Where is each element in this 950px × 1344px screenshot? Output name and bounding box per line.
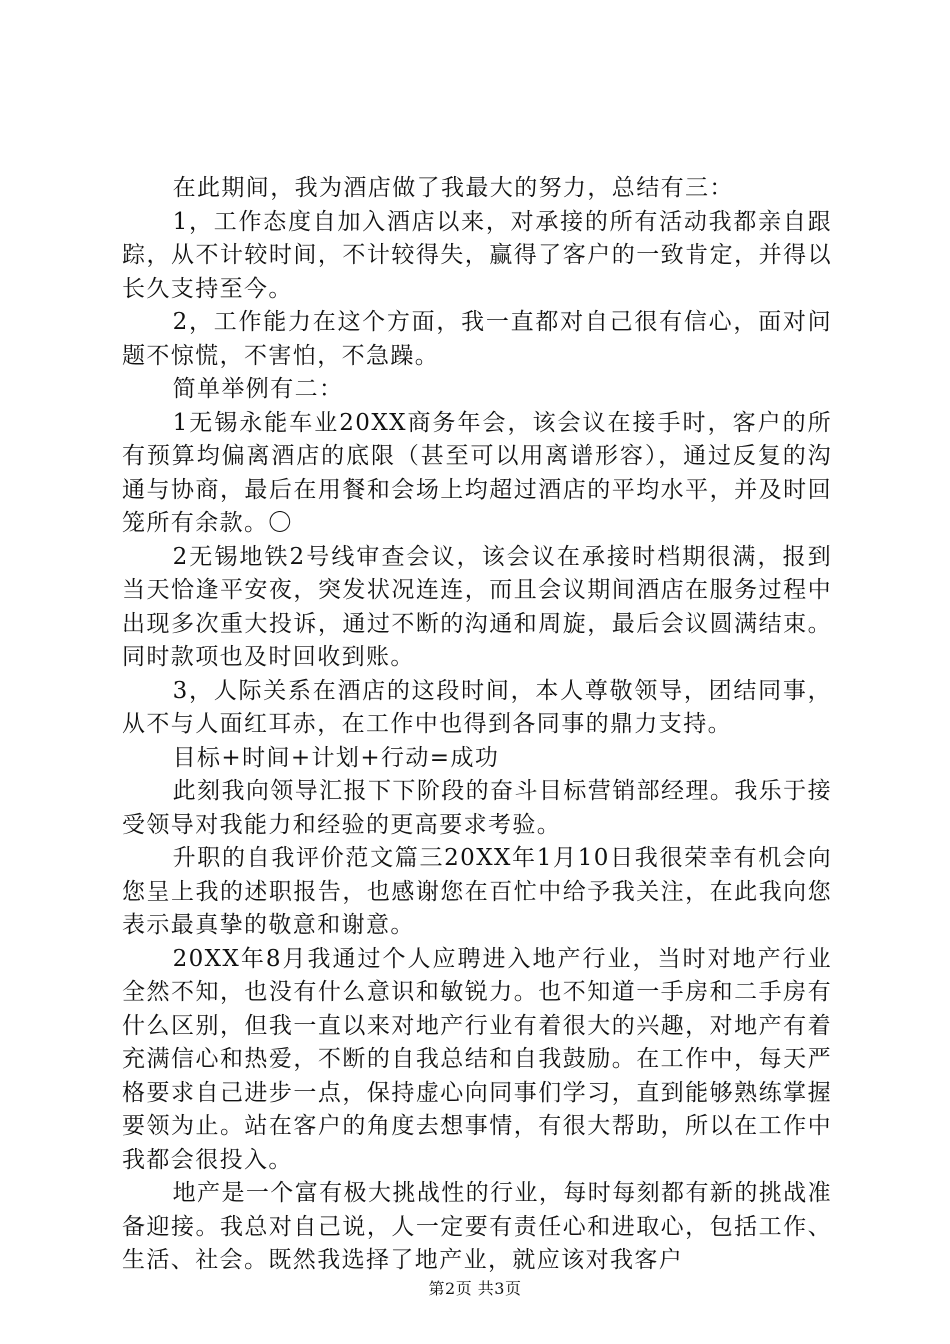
paragraph-goal: 此刻我向领导汇报下下阶段的奋斗目标营销部经理。我乐于接受领导对我能力和经验的更高要求考验。 bbox=[122, 778, 832, 838]
paragraph-formula: 目标+时间+计划+行动=成功 bbox=[172, 744, 500, 771]
paragraph-example-one: 1无锡永能车业20XX商务年会，该会议在接手时，客户的所有预算均偏离酒店的底限（甚至可以用离谱形容），通过反复的沟通与协商，最后在用餐和会场上均超过酒店的平均水平，并及时回笼所有余款。〇 bbox=[122, 409, 832, 536]
paragraph-relationships: 3，人际关系在酒店的这段时间，本人尊敬领导，团结同事，从不与人面红耳赤，在工作中也得到各同事的鼎力支持。 bbox=[122, 677, 832, 737]
page-number-footer: 第2页 共3页 bbox=[428, 1279, 522, 1298]
paragraph-summary-intro: 在此期间，我为酒店做了我最大的努力，总结有三： bbox=[172, 175, 734, 201]
paragraph-work-ability: 2，工作能力在这个方面，我一直都对自己很有信心，面对问题不惊慌，不害怕，不急躁。 bbox=[122, 309, 832, 369]
paragraph-promotion-intro: 升职的自我评价范文篇三20XX年1月10日我很荣幸有机会向您呈上我的述职报告，也感谢您在百忙中给予我关注，在此我向您表示最真挚的敬意和谢意。 bbox=[122, 845, 832, 938]
document-body bbox=[122, 172, 832, 1278]
paragraph-work-attitude: 1，工作态度自加入酒店以来，对承接的所有活动我都亲自跟踪，从不计较时间，不计较得失，赢得了客户的一致肯定，并得以长久支持至今。 bbox=[122, 208, 832, 302]
paragraph-real-estate-challenge: 地产是一个富有极大挑战性的行业，每时每刻都有新的挑战准备迎接。我总对自己说，人一定要有责任心和进取心，包括工作、生活、社会。既然我选择了地产业，就应该对我客户 bbox=[122, 1180, 832, 1273]
paragraph-examples-intro: 简单举例有二： bbox=[172, 376, 344, 402]
paragraph-example-two: 2无锡地铁2号线审查会议，该会议在承接时档期很满，报到当天恰逢平安夜，突发状况连连，而且会议期间酒店在服务过程中出现多次重大投诉，通过不断的沟通和周旋，最后会议圆满结束。同时款项也及时回收到账。 bbox=[122, 543, 832, 670]
paragraph-real-estate-start: 20XX年8月我通过个人应聘进入地产行业，当时对地产行业全然不知，也没有什么意识和敏锐力。也不知道一手房和二手房有什么区别，但我一直以来对地产行业有着很大的兴趣，对地产有着充满信心和热爱，不断的自我总结和自我鼓励。在工作中，每天严格要求自己进步一点，保持虚心向同事们学习，直到能够熟练掌握要领为止。站在客户的角度去想事情，有很大帮助，所以在工作中我都会很投入。 bbox=[122, 945, 832, 1173]
